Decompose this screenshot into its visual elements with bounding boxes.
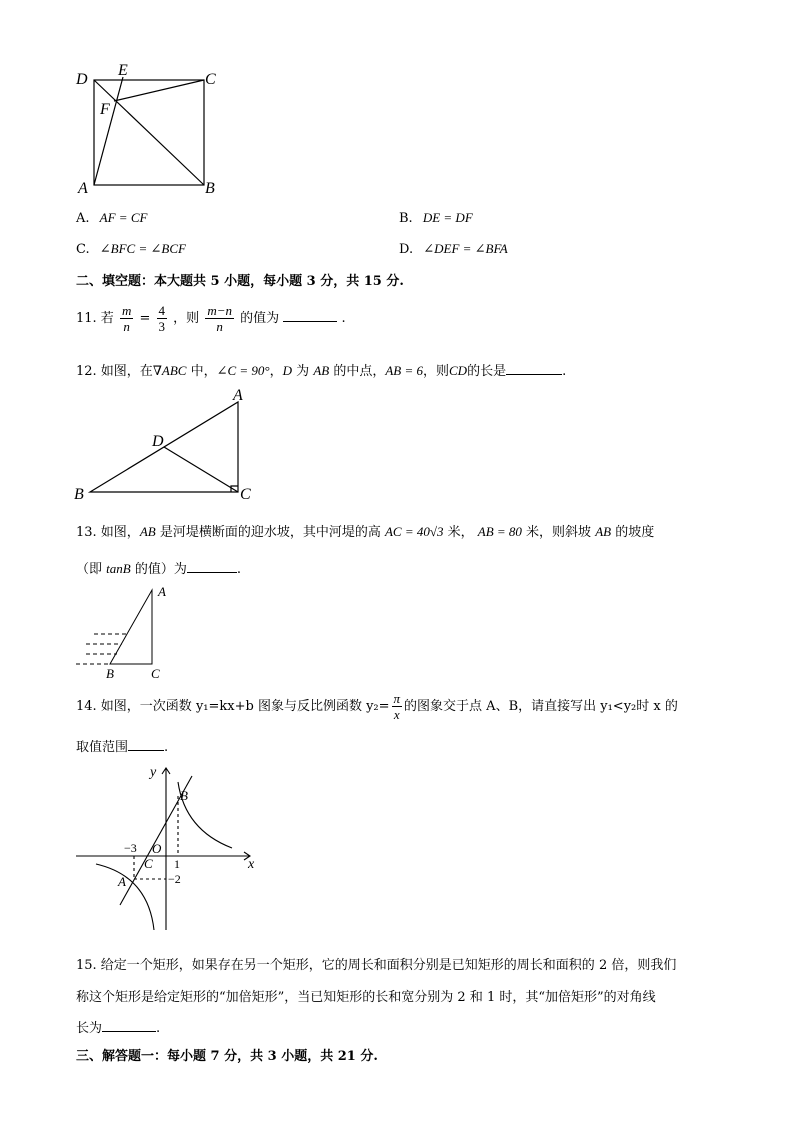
q12-ab: AB (313, 363, 330, 378)
label-b: B (205, 180, 215, 197)
label-a: A (158, 584, 166, 599)
segment-fc (114, 80, 204, 101)
right-triangle-figure (72, 386, 262, 501)
q14-text-b: 的图象交于点 A、B，请直接写出 y₁<y₂时 x 的 (404, 699, 678, 714)
fraction-4-over-3: $\frac{4}{3}$ (158, 303, 166, 334)
q11-end: . (341, 311, 346, 326)
option-c[interactable] (76, 241, 186, 257)
q11-text: 11. 若 (76, 311, 114, 326)
q12-d: D (282, 363, 293, 378)
tick-minus-3: −3 (124, 841, 137, 855)
q11-tail: 的值为 (240, 311, 280, 326)
question-15-line-3 (76, 1017, 160, 1036)
label-b: B (106, 666, 114, 681)
q12-text-a: 12. 如图，在 (76, 364, 153, 379)
q12-text-e: 的中点， (329, 364, 386, 379)
label-e: E (118, 62, 128, 79)
label-y-axis: y (150, 765, 157, 780)
q13-text-d: 米，则斜坡 (521, 525, 596, 540)
segment-bd (94, 80, 204, 185)
q13-ab: AB (139, 524, 156, 539)
q12-text-f: ，则 (423, 364, 450, 379)
q14-end: . (164, 740, 169, 755)
option-b-label: B. (399, 211, 413, 226)
q15-end: . (156, 1021, 161, 1036)
option-b[interactable] (399, 210, 473, 226)
option-d-label: D. (399, 242, 414, 257)
q13-ab-2: AB (595, 524, 612, 539)
option-d[interactable] (399, 241, 508, 257)
q14-text-a: 14. 如图，一次函数 y₁=kx+b 图象与反比例函数 y₂= (76, 699, 390, 714)
section-2-heading: 二、填空题：本大题共 5 小题，每小题 3 分，共 15 分. (76, 274, 404, 289)
label-d: D (76, 71, 88, 88)
q13-ab80: AB = 80 (477, 524, 522, 539)
q13-text-e: 的坡度 (611, 525, 655, 540)
answer-blank-15[interactable] (102, 1021, 156, 1032)
q13-text-b: 是河堤横断面的迎水坡，其中河堤的高 (155, 525, 385, 540)
q13-text-c: 米， (443, 525, 478, 540)
answer-blank-14[interactable] (128, 740, 164, 751)
q14-text-c: 取值范围 (76, 740, 129, 755)
answer-blank-12[interactable] (506, 364, 562, 375)
square-figure (70, 58, 230, 198)
question-12 (76, 360, 566, 379)
question-14-line-1 (76, 690, 678, 724)
label-c: C (240, 486, 251, 503)
question-11 (76, 302, 346, 336)
question-14-line-2 (76, 736, 168, 755)
option-c-label: C. (76, 242, 90, 257)
q11-then: ，则 (173, 311, 200, 326)
q13-text-f: （即 (76, 562, 107, 577)
label-a: A (118, 874, 126, 889)
label-x-axis: x (248, 857, 255, 872)
option-c-text: ∠BFC = ∠BCF (99, 241, 186, 256)
label-b: B (74, 486, 84, 503)
question-15-line-1: 15. 给定一个矩形，如果存在另一个矩形，它的周长和面积分别是已知矩形的周长和面积的 2 倍，则我们 (76, 958, 677, 973)
fraction-m-minus-n-over-n: $\frac{m-n}{n}$ (207, 303, 232, 334)
q12-text-c: ， (269, 364, 283, 379)
option-a[interactable] (76, 210, 147, 226)
answer-blank-13[interactable] (187, 562, 237, 573)
answer-blank-11[interactable] (283, 311, 337, 322)
label-d: D (152, 433, 164, 450)
option-a-label: A. (76, 211, 90, 226)
q12-text-b: 中， (186, 364, 217, 379)
q13-tanb: tanB (106, 561, 131, 576)
q15-text: 长为 (76, 1021, 103, 1036)
option-a-text: AF = CF (99, 210, 148, 225)
q11-equals: = (139, 311, 151, 326)
label-c: C (151, 666, 160, 681)
embankment-figure (72, 582, 182, 682)
label-b: B (180, 788, 188, 803)
segment-cd (164, 447, 238, 492)
q12-text-d: 为 (292, 364, 314, 379)
label-c: C (205, 71, 216, 88)
q13-text-a: 13. 如图， (76, 525, 140, 540)
q12-angle: ∠C = 90° (216, 363, 270, 378)
q13-ac: AC = 40√3 (384, 524, 444, 539)
question-15-line-2: 称这个矩形是给定矩形的“加倍矩形”，当已知矩形的长和宽分别为 2 和 1 时，其“加倍矩形”的对角线 (76, 990, 656, 1005)
option-b-text: DE = DF (422, 210, 473, 225)
label-a: A (233, 387, 243, 404)
fraction-m-over-n: $\frac{m}{n}$ (121, 303, 132, 334)
label-a: A (78, 180, 88, 197)
slope-triangle (110, 590, 152, 664)
label-o: O (152, 841, 162, 856)
label-f: F (100, 101, 110, 118)
function-graph-figure (70, 760, 270, 935)
q12-cd: CD (449, 363, 468, 378)
q12-end: . (562, 364, 567, 379)
q12-ab-eq: AB = 6 (385, 363, 423, 378)
q12-triangle: ∇ABC (152, 363, 187, 378)
option-d-text: ∠DEF = ∠BFA (423, 241, 508, 256)
question-13-line-2 (76, 558, 241, 577)
q12-text-g: 的长是 (467, 364, 507, 379)
tick-1: 1 (174, 857, 180, 871)
q13-text-g: 的值）为 (130, 562, 187, 577)
section-3-heading: 三、解答题一：每小题 7 分，共 3 小题，共 21 分. (76, 1049, 378, 1064)
label-c: C (144, 856, 153, 871)
fraction-pi-over-x: $\frac{\pi}{x}$ (393, 691, 401, 722)
question-13-line-1 (76, 521, 654, 540)
q13-end: . (236, 562, 241, 577)
tick-minus-2: −2 (168, 872, 181, 886)
